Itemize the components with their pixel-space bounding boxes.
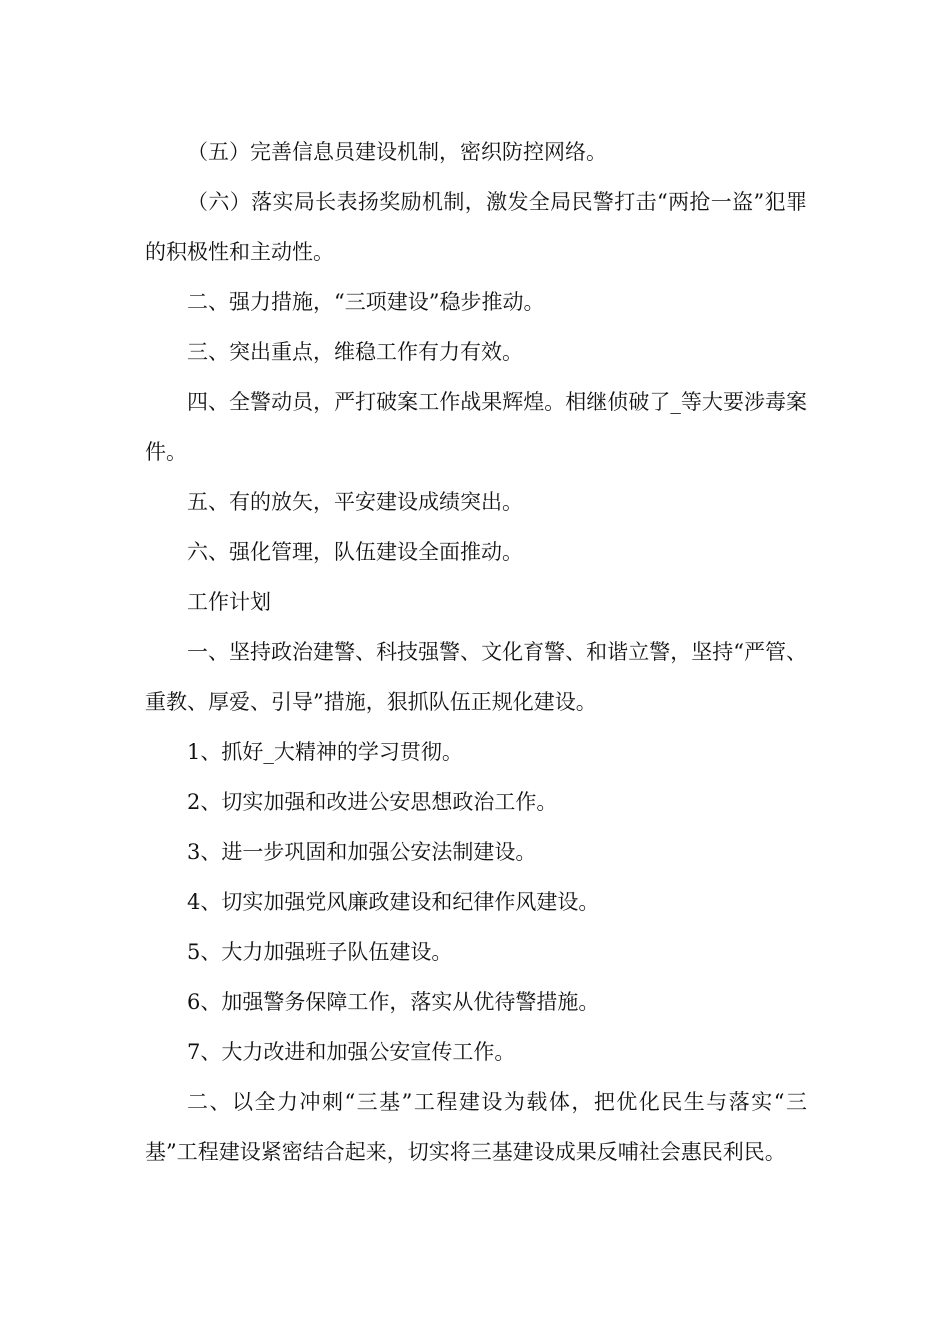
document-body — [145, 127, 807, 1177]
list-item-4: 4、切实加强党风廉政建设和纪律作风建设。 — [187, 890, 600, 914]
paragraph-2: （六）落实局长表扬奖励机制，激发全局民警打击“两抢一盗”犯罪的积极性和主动性。 — [145, 190, 807, 264]
paragraph-9: 一、坚持政治建警、科技强警、文化育警、和谐立警，坚持“严管、重教、厚爱、引导”措施，狠抓队伍正规化建设。 — [145, 640, 807, 714]
paragraph-6: 五、有的放矢，平安建设成绩突出。 — [187, 490, 523, 514]
list-item-6: 6、加强警务保障工作，落实从优待警措施。 — [187, 990, 600, 1014]
paragraph-1: （五）完善信息员建设机制，密织防控网络。 — [187, 140, 607, 164]
paragraph-7: 六、强化管理，队伍建设全面推动。 — [187, 540, 523, 564]
section-heading-work-plan: 工作计划 — [187, 590, 271, 614]
paragraph-17: 二、以全力冲刺“三基”工程建设为载体，把优化民生与落实“三基”工程建设紧密结合起来，切实将三基建设成果反哺社会惠民利民。 — [145, 1090, 807, 1164]
list-item-1: 1、抓好_大精神的学习贯彻。 — [187, 740, 463, 764]
paragraph-3: 二、强力措施，“三项建设”稳步推动。 — [187, 290, 545, 314]
list-item-3: 3、进一步巩固和加强公安法制建设。 — [187, 840, 537, 864]
list-item-5: 5、大力加强班子队伍建设。 — [187, 940, 453, 964]
list-item-2: 2、切实加强和改进公安思想政治工作。 — [187, 790, 558, 814]
paragraph-4: 三、突出重点，维稳工作有力有效。 — [187, 340, 523, 364]
list-item-7: 7、大力改进和加强公安宣传工作。 — [187, 1040, 516, 1064]
paragraph-5: 四、全警动员，严打破案工作战果辉煌。相继侦破了_等大要涉毒案件。 — [145, 390, 807, 464]
